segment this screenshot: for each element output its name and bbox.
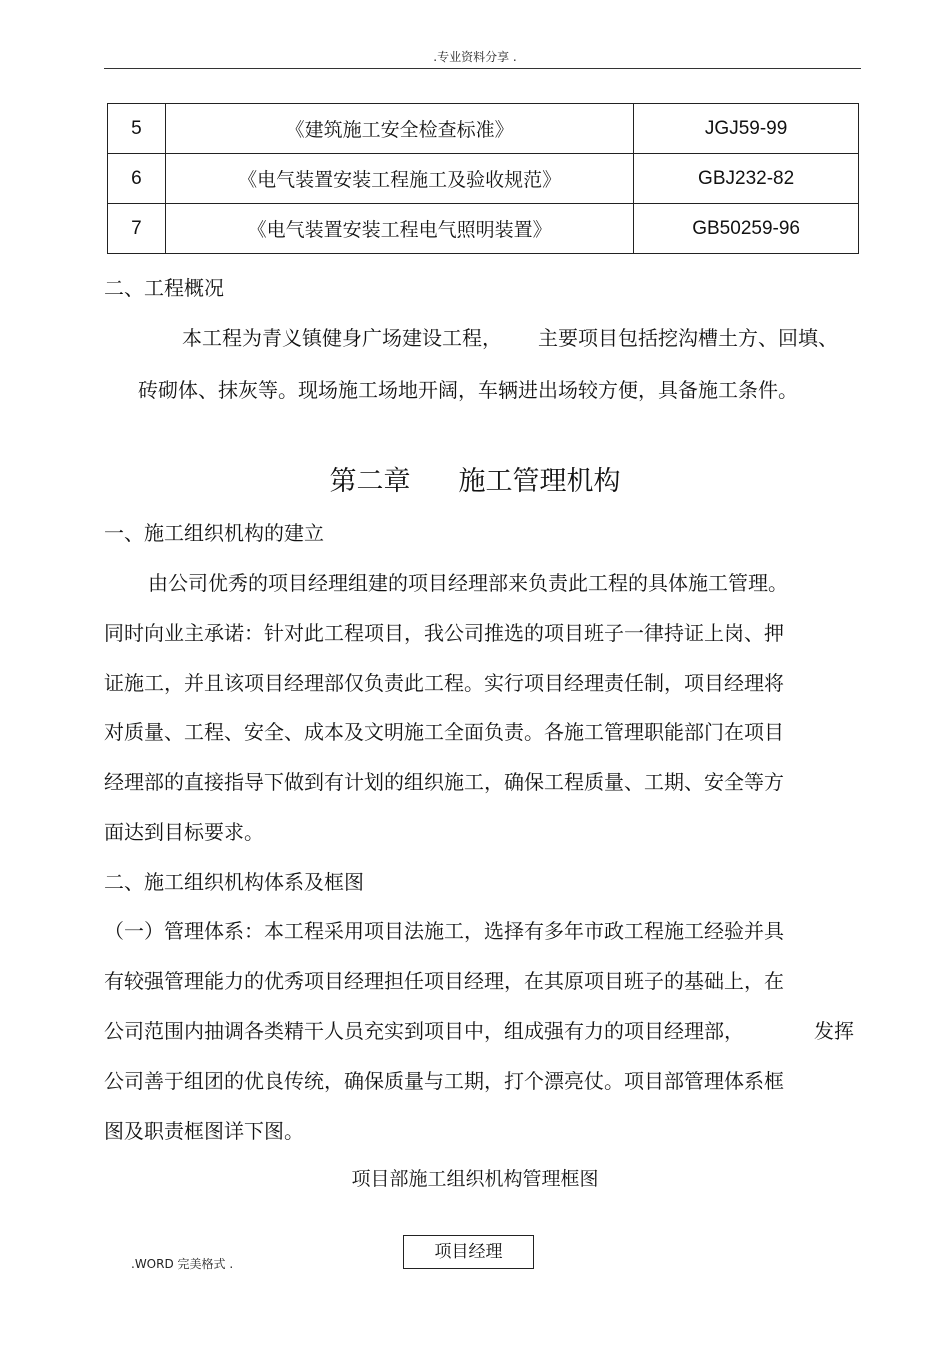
paragraph-line: 由公司优秀的项目经理组建的项目经理部来负责此工程的具体施工管理。	[148, 571, 788, 595]
page-footer: .WORD 完美格式 .	[131, 1257, 234, 1271]
paragraph-line-tail: 发挥	[814, 1019, 854, 1043]
paragraph-line: 公司范围内抽调各类精干人员充实到项目中，组成强有力的项目经理部，	[104, 1019, 744, 1043]
standard-name: 《建筑施工安全检查标准》	[165, 104, 633, 154]
paragraph-line: 对质量、工程、安全、成本及文明施工全面负责。各施工管理职能部门在项目	[104, 720, 784, 744]
standard-name: 《电气装置安装工程电气照明装置》	[165, 204, 633, 254]
paragraph-line: 图及职责框图详下图。	[104, 1119, 304, 1143]
section-heading-establish: 一、施工组织机构的建立	[104, 521, 324, 545]
section-heading-system: 二、施工组织机构体系及框图	[104, 870, 364, 894]
table-row	[108, 204, 859, 254]
overview-line-1b: 主要项目包括挖沟槽土方、回填、	[538, 326, 838, 350]
overview-line-2: 砖砌体、抹灰等。现场施工场地开阔，车辆进出场较方便，具备施工条件。	[138, 378, 798, 402]
row-number: 6	[108, 154, 166, 204]
chapter-number: 第二章	[329, 466, 411, 497]
overview-line-1a: 本工程为青义镇健身广场建设工程，	[182, 326, 502, 350]
paragraph-line: 经理部的直接指导下做到有计划的组织施工，确保工程质量、工期、安全等方	[104, 770, 784, 794]
header-divider	[104, 68, 861, 69]
figure-title: 项目部施工组织机构管理框图	[351, 1168, 599, 1190]
row-number: 7	[108, 204, 166, 254]
standards-table	[107, 103, 859, 254]
standard-code: JGJ59-99	[634, 104, 859, 154]
chapter-name: 施工管理机构	[458, 466, 621, 497]
paragraph-line: 面达到目标要求。	[104, 820, 264, 844]
standard-code: GBJ232-82	[634, 154, 859, 204]
org-chart-box-project-manager: 项目经理	[403, 1235, 534, 1269]
section-heading-overview: 二、工程概况	[104, 276, 224, 300]
standard-code: GB50259-96	[634, 204, 859, 254]
standard-name: 《电气装置安装工程施工及验收规范》	[165, 154, 633, 204]
paragraph-line: 公司善于组团的优良传统，确保质量与工期，打个漂亮仗。项目部管理体系框	[104, 1069, 784, 1093]
paragraph-line: 同时向业主承诺：针对此工程项目，我公司推选的项目班子一律持证上岗、押	[104, 621, 784, 645]
chapter-title	[0, 468, 950, 495]
page-header: .专业资料分享 .	[433, 50, 517, 64]
paragraph-line: （一）管理体系：本工程采用项目法施工，选择有多年市政工程施工经验并具	[104, 919, 784, 943]
paragraph-line: 有较强管理能力的优秀项目经理担任项目经理，在其原项目班子的基础上，在	[104, 969, 784, 993]
table-row	[108, 154, 859, 204]
paragraph-line: 证施工，并且该项目经理部仅负责此工程。实行项目经理责任制，项目经理将	[104, 671, 784, 695]
row-number: 5	[108, 104, 166, 154]
table-row	[108, 104, 859, 154]
